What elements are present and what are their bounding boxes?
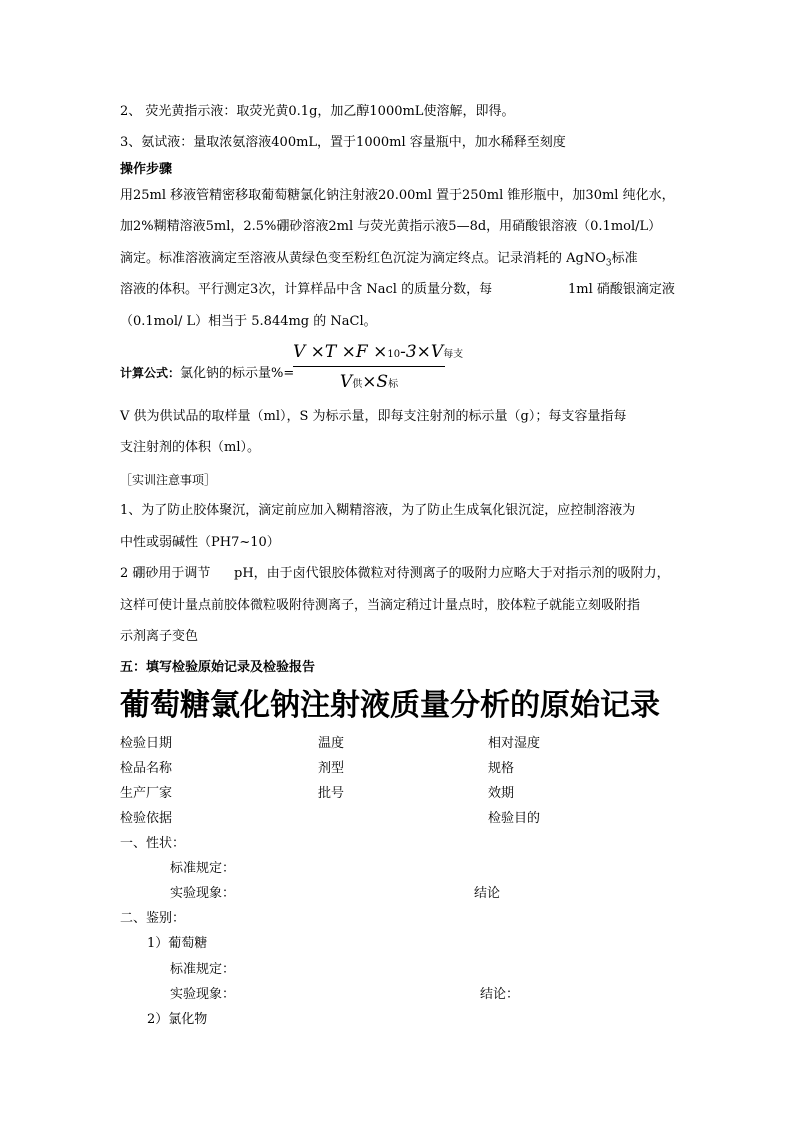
glucose-conclusion: 结论： xyxy=(480,987,520,1002)
section-5-heading: 五：填写检验原始记录及检验报告 xyxy=(120,660,316,675)
note-2-line-3: 示剂离子变色 xyxy=(120,629,199,644)
field-expiry: 效期 xyxy=(488,786,515,801)
formula-denominator: V供×S标 xyxy=(339,372,399,392)
field-dosage-form: 剂型 xyxy=(318,761,345,776)
fraction-bar xyxy=(293,366,445,367)
reagent-item-3: 3、氨试液：量取浓氨溶液400mL，置于1000ml 容量瓶中，加水稀释至刻度 xyxy=(120,135,566,150)
note-2-line-2: 这样可使计量点前胶体微粒吸附待测离子，当滴定稍过计量点时，胶体粒子就能立刻吸附指 xyxy=(120,598,641,613)
procedure-line-3: 滴定。标准溶液滴定至溶液从黄绿色变至粉红色沉淀为滴定终点。记录消耗的 AgNO$_3$标准 xyxy=(120,251,638,269)
properties-observation: 实验现象： xyxy=(170,886,236,901)
field-batch-number: 批号 xyxy=(318,786,345,801)
reagent-item-2: 2、 荧光黄指示液：取荧光黄0.1g，加乙醇1000mL使溶解，即得。 xyxy=(120,104,515,119)
glucose-standard: 标准规定： xyxy=(170,962,236,977)
procedure-line-4a: 溶液的体积。平行测定3次，计算样品中含 Nacl 的质量分数，每 xyxy=(120,282,493,297)
field-temperature: 温度 xyxy=(318,736,345,751)
formula-fraction xyxy=(293,342,464,398)
procedure-line-1: 用25ml 移液管精密移取葡萄糖氯化钠注射液20.00ml 置于250ml 锥形瓶中，加30ml 纯化水， xyxy=(120,188,675,203)
record-title: 葡萄糖氯化钠注射液质量分析的原始记录 xyxy=(120,688,660,723)
identification-glucose: 1）葡萄糖 xyxy=(147,936,208,951)
procedure-line-2: 加2%糊精溶液5ml，2.5%硼砂溶液2ml 与荧光黄指示液5—8d，用硝酸银溶液（0.1mol/L） xyxy=(120,219,662,234)
definitions-line-2: 支注射剂的体积（ml）。 xyxy=(120,440,260,455)
notes-heading: ［实训注意事项］ xyxy=(120,473,217,487)
field-humidity: 相对湿度 xyxy=(488,736,541,751)
formula-numerator: V ×T ×F ×10-3×V每支 xyxy=(293,342,464,362)
note-1-line-1: 1、为了防止胶体聚沉，滴定前应加入糊精溶液，为了防止生成氧化银沉淀，应控制溶液为 xyxy=(120,503,636,518)
properties-conclusion: 结论 xyxy=(474,886,501,901)
field-manufacturer: 生产厂家 xyxy=(120,786,173,801)
formula-label: 计算公式：氯化钠的标示量%= xyxy=(120,366,295,381)
glucose-observation: 实验现象： xyxy=(170,987,236,1002)
identification-chloride: 2）氯化物 xyxy=(147,1012,208,1027)
note-2-line-1a: 2 硼砂用于调节 xyxy=(120,566,211,581)
section-properties: 一、性状： xyxy=(120,836,186,851)
procedure-line-4b: 1ml 硝酸银滴定液 xyxy=(568,282,675,297)
field-specification: 规格 xyxy=(488,761,515,776)
field-purpose: 检验目的 xyxy=(488,811,541,826)
field-inspection-date: 检验日期 xyxy=(120,736,173,751)
properties-standard: 标准规定： xyxy=(170,861,236,876)
field-basis: 检验依据 xyxy=(120,811,173,826)
definitions-line-1: V 供为供试品的取样量（ml），S 为标示量，即每支注射剂的标示量（g）；每支容量指每 xyxy=(120,409,627,424)
procedure-line-5: （0.1mol/ L）相当于 5.844mg 的 NaCl。 xyxy=(120,314,377,329)
procedure-heading: 操作步骤 xyxy=(120,162,173,177)
note-2-line-1b: pH，由于卤代银胶体微粒对待测离子的吸附力应略大于对指示剂的吸附力， xyxy=(234,566,670,581)
field-product-name: 检品名称 xyxy=(120,761,173,776)
section-identification: 二、鉴别： xyxy=(120,911,186,926)
note-1-line-2: 中性或弱碱性（PH7~10） xyxy=(120,535,280,550)
